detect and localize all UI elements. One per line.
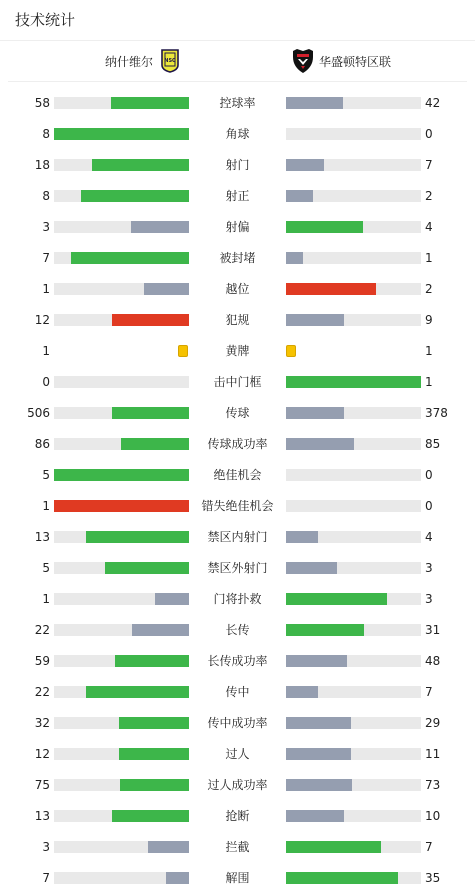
stat-label: 击中门框	[213, 375, 262, 389]
away-stat-value: 7	[425, 158, 433, 172]
away-stat-value: 73	[425, 778, 441, 792]
away-stat-bar-fill	[286, 624, 364, 636]
away-stat-bar-fill	[286, 593, 387, 605]
home-stat-value: 75	[34, 778, 50, 792]
yellow-card-icon	[286, 345, 296, 357]
away-stat-bar-fill	[286, 438, 354, 450]
stat-label: 黄牌	[225, 344, 250, 358]
away-stat-value: 0	[425, 468, 433, 482]
away-stat-bar-fill	[286, 748, 351, 760]
stat-row	[0, 127, 475, 141]
away-stat-value: 3	[425, 592, 433, 606]
away-stat-bar	[286, 748, 421, 760]
home-stat-bar	[54, 190, 189, 202]
away-stat-bar-fill	[286, 283, 376, 295]
home-stat-bar	[54, 314, 189, 326]
home-stat-bar	[54, 159, 189, 171]
page-title: 技术统计	[0, 0, 475, 41]
away-stat-bar-fill	[286, 562, 337, 574]
stat-row	[0, 747, 475, 761]
away-stat-bar	[286, 314, 421, 326]
stat-label: 犯规	[225, 313, 250, 327]
away-stat-bar	[286, 717, 421, 729]
stat-label: 传中成功率	[207, 716, 268, 730]
home-stat-bar	[54, 531, 189, 543]
home-stat-value: 3	[42, 220, 50, 234]
stat-label: 过人成功率	[207, 778, 268, 792]
stat-label: 过人	[225, 747, 250, 761]
away-stat-bar	[286, 190, 421, 202]
away-stat-value: 7	[425, 685, 433, 699]
stat-label: 绝佳机会	[213, 468, 262, 482]
away-stat-bar-fill	[286, 779, 352, 791]
away-stat-bar	[286, 531, 421, 543]
home-stat-bar-fill	[131, 221, 189, 233]
stat-label: 越位	[225, 282, 250, 296]
away-stat-bar	[286, 841, 421, 853]
yellow-card-icon	[178, 345, 188, 357]
home-stat-bar-fill	[166, 872, 189, 884]
stat-row	[0, 282, 475, 296]
stat-label: 传球成功率	[207, 437, 268, 451]
away-stat-bar	[286, 97, 421, 109]
stat-row	[0, 499, 475, 513]
home-stat-bar	[54, 500, 189, 512]
home-stat-bar	[54, 283, 189, 295]
away-stat-value: 48	[425, 654, 441, 668]
away-stat-value: 42	[425, 96, 441, 110]
home-stat-bar-fill	[148, 841, 189, 853]
home-stat-bar-fill	[112, 810, 189, 822]
home-stat-bar-fill	[86, 686, 189, 698]
home-stat-value: 22	[34, 623, 50, 637]
away-stat-bar-fill	[286, 314, 344, 326]
stat-row	[0, 468, 475, 482]
stat-row	[0, 654, 475, 668]
away-stat-bar	[286, 872, 421, 884]
home-stat-value: 0	[42, 375, 50, 389]
away-stat-bar-fill	[286, 376, 421, 388]
away-stat-bar	[286, 500, 421, 512]
home-stat-bar	[54, 810, 189, 822]
home-stat-bar-fill	[86, 531, 189, 543]
away-stat-bar	[286, 376, 421, 388]
stat-row	[0, 561, 475, 575]
home-stat-value: 59	[34, 654, 50, 668]
away-stat-bar	[286, 469, 421, 481]
stat-row	[0, 96, 475, 110]
stat-row	[0, 778, 475, 792]
home-stat-bar-fill	[115, 655, 189, 667]
away-stat-value: 10	[425, 809, 441, 823]
away-stat-bar	[286, 159, 421, 171]
home-stat-bar-fill	[92, 159, 189, 171]
away-stat-bar	[286, 593, 421, 605]
away-stat-value: 31	[425, 623, 441, 637]
stat-label: 解围	[225, 871, 250, 885]
away-stat-value: 2	[425, 189, 433, 203]
home-stat-bar	[54, 717, 189, 729]
home-stat-value: 8	[42, 189, 50, 203]
home-stat-bar-fill	[54, 128, 189, 140]
home-stat-value: 5	[42, 561, 50, 575]
home-stat-value: 12	[34, 747, 50, 761]
home-stat-bar-fill	[132, 624, 189, 636]
nashville-sc-crest-icon	[161, 49, 179, 73]
home-stat-value: 32	[34, 716, 50, 730]
away-stat-bar-fill	[286, 531, 318, 543]
away-stat-value: 4	[425, 530, 433, 544]
home-stat-bar	[54, 779, 189, 791]
away-stat-value: 3	[425, 561, 433, 575]
away-stat-value: 1	[425, 251, 433, 265]
stat-label: 传中	[225, 685, 250, 699]
away-stat-value: 85	[425, 437, 441, 451]
away-stat-value: 2	[425, 282, 433, 296]
home-stat-value: 1	[42, 344, 50, 358]
home-stat-bar	[54, 407, 189, 419]
home-stat-bar	[54, 624, 189, 636]
away-stat-bar-fill	[286, 407, 344, 419]
home-stat-bar	[54, 655, 189, 667]
home-stat-bar	[54, 438, 189, 450]
home-stat-value: 7	[42, 871, 50, 885]
home-team[interactable]	[105, 41, 179, 81]
stat-label: 射偏	[225, 220, 250, 234]
away-stat-value: 4	[425, 220, 433, 234]
stat-label: 射门	[225, 158, 250, 172]
away-stat-bar	[286, 562, 421, 574]
away-stat-bar	[286, 221, 421, 233]
away-stat-bar	[286, 686, 421, 698]
away-stat-bar-fill	[286, 97, 343, 109]
home-stat-value: 22	[34, 685, 50, 699]
stat-row	[0, 375, 475, 389]
away-stat-bar	[286, 624, 421, 636]
away-team[interactable]	[291, 41, 391, 81]
home-stat-value: 1	[42, 592, 50, 606]
home-stat-bar-fill	[119, 717, 189, 729]
away-stat-bar-fill	[286, 810, 344, 822]
away-stat-bar	[286, 407, 421, 419]
away-stat-bar-fill	[286, 190, 313, 202]
stat-row	[0, 592, 475, 606]
team-header	[8, 41, 467, 82]
home-stat-bar	[54, 872, 189, 884]
away-stat-value: 9	[425, 313, 433, 327]
home-stat-bar	[54, 841, 189, 853]
away-stat-bar	[286, 128, 421, 140]
home-stat-value: 86	[34, 437, 50, 451]
home-stat-value: 7	[42, 251, 50, 265]
stat-row	[0, 871, 475, 885]
away-stat-value: 7	[425, 840, 433, 854]
away-stat-bar	[286, 779, 421, 791]
home-stat-bar-fill	[144, 283, 189, 295]
away-stat-value: 0	[425, 499, 433, 513]
home-stat-value: 12	[34, 313, 50, 327]
home-stat-bar	[54, 686, 189, 698]
away-stat-bar-fill	[286, 872, 398, 884]
stat-row	[0, 530, 475, 544]
home-stat-bar-fill	[121, 438, 189, 450]
away-stat-value: 1	[425, 344, 433, 358]
dc-united-crest-icon	[291, 48, 315, 74]
home-stat-bar	[54, 562, 189, 574]
stat-row	[0, 716, 475, 730]
away-stat-bar-fill	[286, 221, 363, 233]
home-stat-bar-fill	[81, 190, 189, 202]
home-stat-bar	[54, 128, 189, 140]
away-stat-value: 0	[425, 127, 433, 141]
home-stat-bar-fill	[54, 469, 189, 481]
home-stat-bar-fill	[112, 314, 189, 326]
stat-label: 禁区内射门	[207, 530, 268, 544]
away-stat-bar-fill	[286, 655, 347, 667]
home-stat-value: 5	[42, 468, 50, 482]
away-stat-value: 29	[425, 716, 441, 730]
away-stat-bar	[286, 438, 421, 450]
stat-label: 传球	[225, 406, 250, 420]
stat-row	[0, 437, 475, 451]
stat-row	[0, 406, 475, 420]
away-stat-bar-fill	[286, 717, 351, 729]
stat-row	[0, 220, 475, 234]
away-stat-bar-fill	[286, 252, 303, 264]
stat-label: 控球率	[219, 96, 256, 110]
stat-label: 长传成功率	[207, 654, 268, 668]
away-stat-bar-fill	[286, 841, 381, 853]
away-stat-bar	[286, 283, 421, 295]
home-stat-value: 1	[42, 282, 50, 296]
home-stat-value: 13	[34, 530, 50, 544]
stat-label: 角球	[225, 127, 250, 141]
home-stat-bar	[54, 221, 189, 233]
home-stat-bar	[54, 97, 189, 109]
stat-row	[0, 251, 475, 265]
home-team-name: 纳什维尔	[104, 54, 153, 69]
home-stat-value: 1	[42, 499, 50, 513]
svg-text:NSC: NSC	[164, 58, 176, 64]
home-stat-bar	[54, 593, 189, 605]
away-stat-bar	[286, 252, 421, 264]
stat-label: 射正	[225, 189, 250, 203]
home-stat-value: 506	[27, 406, 50, 420]
home-stat-value: 18	[34, 158, 50, 172]
away-team-name: 华盛顿特区联	[319, 54, 392, 69]
stat-label: 被封堵	[219, 251, 256, 265]
stat-label: 门将扑救	[213, 592, 262, 606]
away-stat-value: 378	[425, 406, 448, 420]
home-stat-bar	[54, 748, 189, 760]
home-stat-bar-fill	[155, 593, 189, 605]
home-stat-bar-fill	[71, 252, 189, 264]
away-stat-value: 1	[425, 375, 433, 389]
home-stat-value: 3	[42, 840, 50, 854]
away-stat-bar-fill	[286, 686, 318, 698]
away-stat-value: 11	[425, 747, 441, 761]
home-stat-bar-fill	[119, 748, 189, 760]
stat-row	[0, 189, 475, 203]
stat-label: 长传	[225, 623, 250, 637]
away-stat-value: 35	[425, 871, 441, 885]
home-stat-value: 58	[34, 96, 50, 110]
away-stat-bar	[286, 810, 421, 822]
stat-row	[0, 809, 475, 823]
stat-label: 抢断	[225, 809, 250, 823]
stat-label: 错失绝佳机会	[201, 499, 274, 513]
stat-label: 禁区外射门	[207, 561, 268, 575]
away-stat-bar	[286, 655, 421, 667]
stat-row	[0, 840, 475, 854]
stat-row	[0, 313, 475, 327]
home-stat-bar	[54, 376, 189, 388]
stat-label: 拦截	[225, 840, 250, 854]
stat-row	[0, 685, 475, 699]
home-stat-value: 8	[42, 127, 50, 141]
home-stat-value: 13	[34, 809, 50, 823]
stat-row	[0, 344, 475, 358]
home-stat-bar-fill	[120, 779, 189, 791]
home-stat-bar-fill	[112, 407, 189, 419]
home-stat-bar-fill	[54, 500, 189, 512]
stat-row	[0, 158, 475, 172]
stat-row	[0, 623, 475, 637]
home-stat-bar-fill	[105, 562, 189, 574]
away-stat-bar-fill	[286, 159, 324, 171]
home-stat-bar-fill	[111, 97, 189, 109]
home-stat-bar	[54, 469, 189, 481]
home-stat-bar	[54, 252, 189, 264]
